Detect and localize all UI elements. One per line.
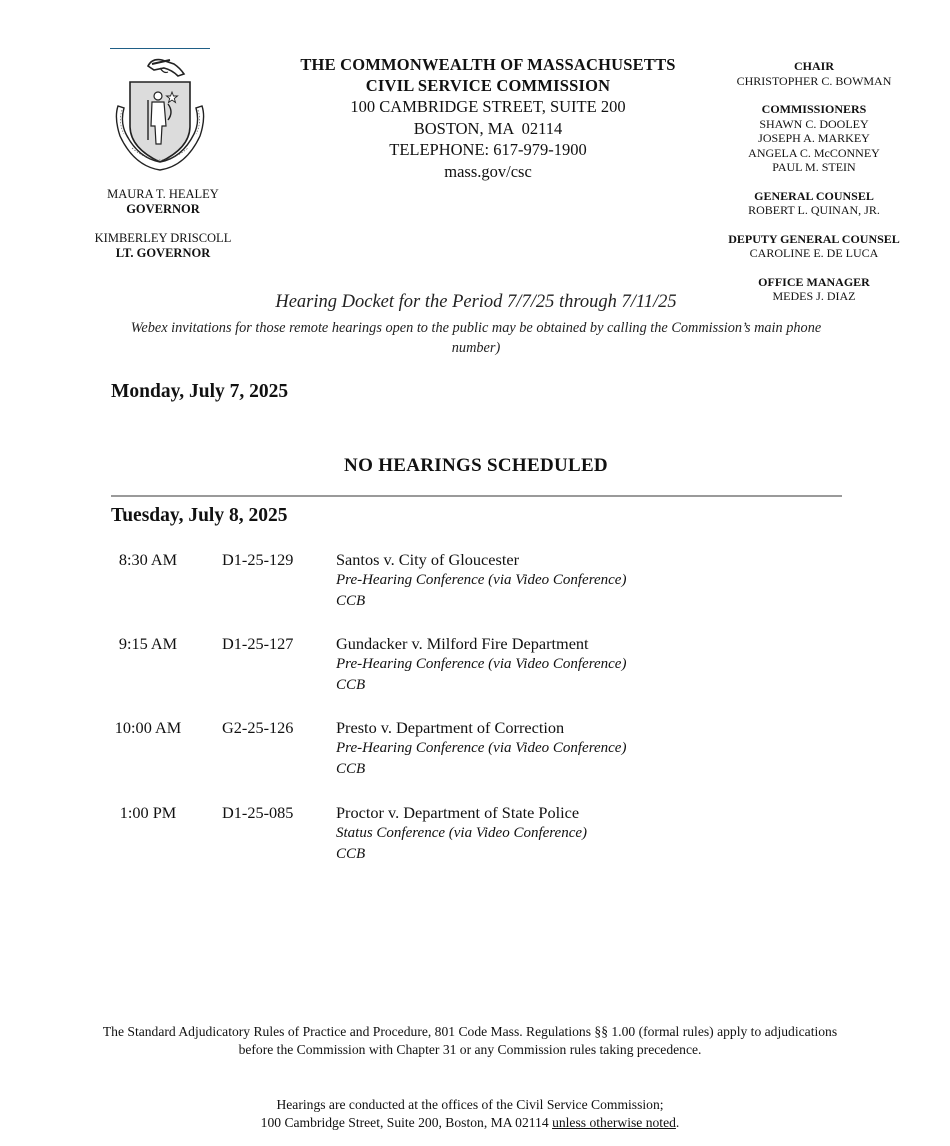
governor-block <box>82 187 244 217</box>
docket-title: Hearing Docket for the Period 7/7/25 through 7/11/25 <box>275 292 677 312</box>
hearing-type: Pre-Hearing Conference (via Video Conference) <box>336 740 627 756</box>
hearing-case-name: Gundacker v. Milford Fire Department <box>336 634 589 653</box>
header-line-2: CIVIL SERVICE COMMISSION <box>365 76 611 95</box>
location-line-2 <box>100 1114 840 1132</box>
rules-footnote: The Standard Adjudicatory Rules of Practice and Procedure, 801 Code Mass. Regulations §§ 1.00 (formal rules) apply to adjudications before the Commission with Chapter 31 or any Commission rules taking precedence. <box>102 1024 838 1057</box>
header-address-2: BOSTON, MA 02114 <box>413 118 563 138</box>
hearing-docket-number: D1-25-085 <box>222 803 294 822</box>
general-counsel-name: ROBERT L. QUINAN, JR. <box>748 203 880 217</box>
deputy-general-counsel-group <box>716 232 912 261</box>
hearing-commissioner-initials: CCB <box>336 593 366 609</box>
hearing-details <box>336 549 756 612</box>
hearing-case-name: Presto v. Department of Correction <box>336 718 565 737</box>
hearing-commissioner-initials: CCB <box>336 761 366 777</box>
seal-graphic <box>108 48 212 176</box>
commissioners-role: COMMISSIONERS <box>761 102 867 116</box>
no-hearings-notice: NO HEARINGS SCHEDULED <box>344 455 608 476</box>
hearing-docket-number: D1-25-129 <box>222 550 294 569</box>
location-end-punctuation: . <box>675 1115 680 1130</box>
docket-subtitle: Webex invitations for those remote hearings open to the public may be obtained by calling the Commission’s main phone number) <box>130 320 822 356</box>
commissioner-name: ANGELA C. McCONNEY <box>748 145 880 160</box>
hearing-case-name: Santos v. City of Gloucester <box>336 550 519 569</box>
lt-governor-title: LT. GOVERNOR <box>115 246 211 260</box>
hearing-details <box>336 802 756 865</box>
commission-members <box>716 59 912 318</box>
lt-governor-name: KIMBERLEY DRISCOLL <box>94 231 232 245</box>
governor-name: MAURA T. HEALEY <box>107 187 219 201</box>
header-telephone: TELEPHONE: 617-979-1900 <box>389 140 587 159</box>
commissioners-group <box>716 102 912 175</box>
hearing-commissioner-initials: CCB <box>336 677 366 693</box>
office-manager-role: OFFICE MANAGER <box>758 274 870 289</box>
monday-date-heading: Monday, July 7, 2025 <box>111 381 289 402</box>
chair-group <box>716 59 912 88</box>
hearing-docket-number: G2-25-126 <box>222 718 294 737</box>
hearing-time: 9:15 AM <box>118 634 178 653</box>
location-line-1: Hearings are conducted at the offices of the Civil Service Commission; <box>276 1097 664 1112</box>
lt-governor-block <box>82 231 244 261</box>
commissioner-name: PAUL M. STEIN <box>772 160 856 174</box>
seal-top-rule <box>110 48 210 49</box>
hearing-commissioner-initials: CCB <box>336 846 366 862</box>
hearing-docket-number: D1-25-127 <box>222 634 294 653</box>
hearing-time: 10:00 AM <box>114 718 182 737</box>
tuesday-date-heading: Tuesday, July 8, 2025 <box>111 505 288 526</box>
section-divider <box>111 495 842 497</box>
hearing-case-name: Proctor v. Department of State Police <box>336 803 580 822</box>
hearing-time: 8:30 AM <box>118 550 178 569</box>
hearing-type: Status Conference (via Video Conference) <box>336 825 588 841</box>
location-footnote <box>100 1096 840 1132</box>
agency-header <box>260 54 716 182</box>
general-counsel-role: GENERAL COUNSEL <box>754 188 874 203</box>
hearing-details <box>336 633 756 696</box>
location-address: 100 Cambridge Street, Suite 200, Boston, MA 02114 <box>260 1115 549 1130</box>
hearing-type: Pre-Hearing Conference (via Video Conference) <box>336 572 627 588</box>
header-line-1: THE COMMONWEALTH OF MASSACHUSETTS <box>300 55 676 74</box>
chair-name: CHRISTOPHER C. BOWMAN <box>736 73 892 88</box>
location-exception-note: unless otherwise noted <box>552 1115 676 1130</box>
hearing-details <box>336 717 756 780</box>
header-address-1: 100 CAMBRIDGE STREET, SUITE 200 <box>350 97 626 116</box>
header-website: mass.gov/csc <box>444 161 532 181</box>
deputy-general-counsel-role: DEPUTY GENERAL COUNSEL <box>728 231 900 246</box>
office-manager-name: MEDES J. DIAZ <box>772 289 856 303</box>
general-counsel-group <box>716 189 912 218</box>
hearing-time: 1:00 PM <box>119 803 177 822</box>
state-seal-logo <box>108 48 212 176</box>
governor-title: GOVERNOR <box>126 202 200 216</box>
commissioner-name: JOSEPH A. MARKEY <box>758 131 870 145</box>
commissioner-name: SHAWN C. DOOLEY <box>759 116 869 131</box>
hearing-type: Pre-Hearing Conference (via Video Conference) <box>336 656 627 672</box>
chair-role: CHAIR <box>793 59 834 73</box>
deputy-general-counsel-name: CAROLINE E. DE LUCA <box>749 246 879 260</box>
